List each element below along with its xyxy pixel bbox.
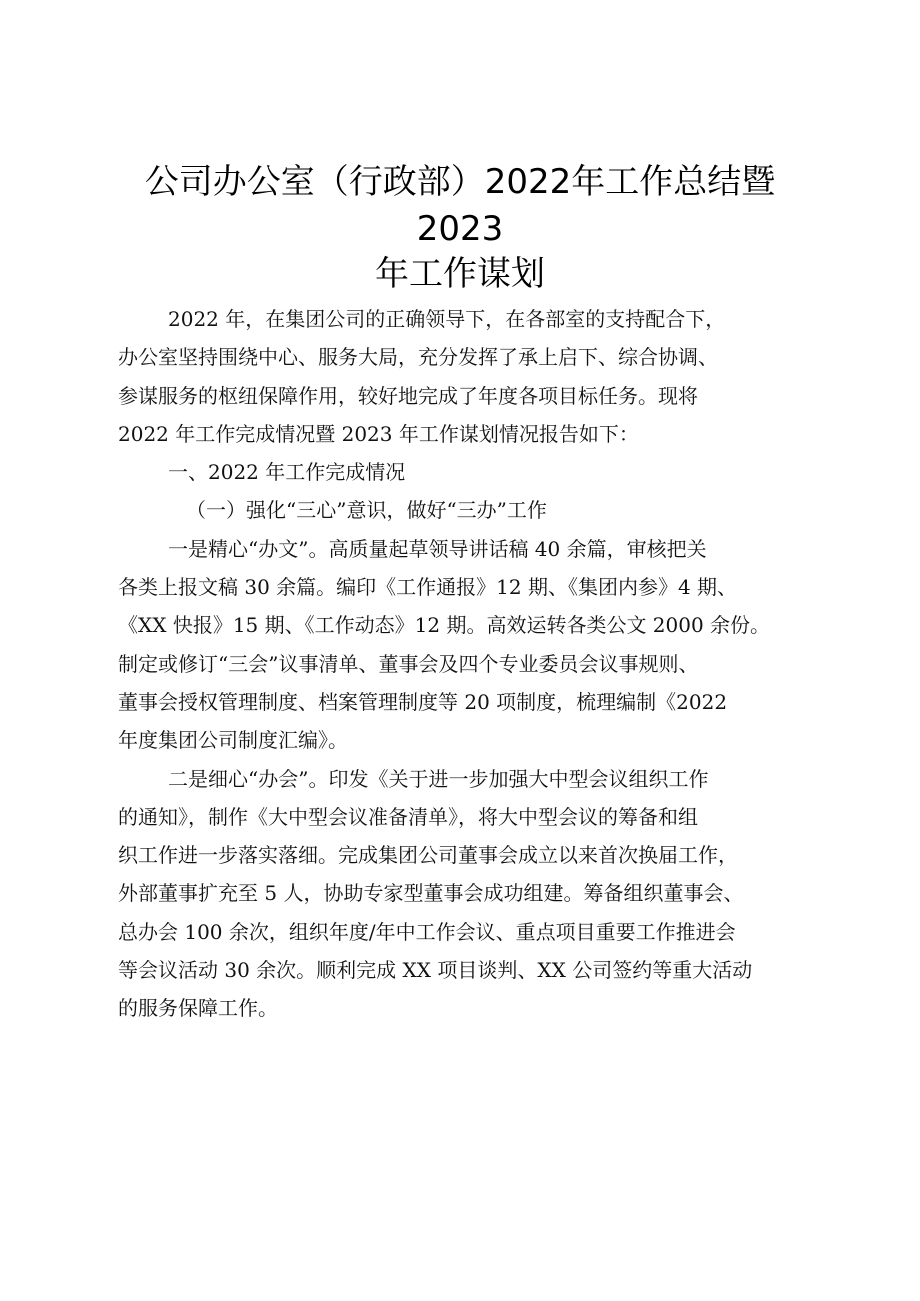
text-line: 董事会授权管理制度、档案管理制度等 20 项制度，梳理编制《2022 (118, 689, 728, 714)
text-line: 各类上报文稿 30 余篇。编印《工作通报》12 期、《集团内参》4 期、 (118, 575, 738, 600)
text-line: 一是精心“办文”。高质量起草领导讲话稿 40 余篇，审核把关 (168, 536, 707, 561)
text-line: 的服务保障工作。 (118, 996, 278, 1021)
document-title-line-1: 公司办公室（行政部）2022年工作总结暨 (144, 162, 776, 202)
text-line: 年度集团公司制度汇编》。 (118, 728, 348, 753)
text-line: 《XX 快报》15 期、《工作动态》12 期。高效运转各类公文 2000 余份。 (118, 613, 771, 638)
section-heading: 一、2022 年工作完成情况 (168, 460, 406, 485)
intro-paragraph (118, 300, 818, 453)
text-line: 制定或修订“三会”议事清单、董事会及四个专业委员会议事规则、 (118, 651, 699, 676)
text-line: 2022 年，在集团公司的正确领导下，在各部室的支持配合下， (168, 307, 726, 331)
text-line: 外部董事扩充至 5 人，协助专家型董事会成功组建。筹备组织董事会、 (118, 881, 744, 906)
text-line: 办公室坚持围绕中心、服务大局，充分发挥了承上启下、综合协调、 (118, 345, 718, 370)
document-title-line-2: 2023 (416, 209, 504, 249)
text-line: 等会议活动 30 余次。顺利完成 XX 项目谈判、XX 公司签约等重大活动 (118, 958, 753, 983)
text-line: 2022 年工作完成情况暨 2023 年工作谋划情况报告如下： (118, 421, 639, 446)
document-body (118, 300, 818, 1028)
text-line: 织工作进一步落实落细。完成集团公司董事会成立以来首次换届工作， (118, 843, 738, 868)
document-title-line-3: 年工作谋划 (375, 254, 545, 294)
paragraph-document-handling (118, 530, 818, 760)
subsection-heading: （一）强化“三心”意识，做好“三办”工作 (186, 498, 547, 523)
text-line: 参谋服务的枢纽保障作用，较好地完成了年度各项目标任务。现将 (118, 383, 698, 408)
text-line: 二是细心“办会”。印发《关于进一步加强大中型会议组织工作 (168, 766, 709, 791)
text-line: 的通知》，制作《大中型会议准备清单》，将大中型会议的筹备和组 (118, 804, 698, 829)
paragraph-meeting-handling (118, 760, 818, 1028)
text-line: 总办会 100 余次，组织年度/年中工作会议、重点项目重要工作推进会 (118, 919, 736, 944)
